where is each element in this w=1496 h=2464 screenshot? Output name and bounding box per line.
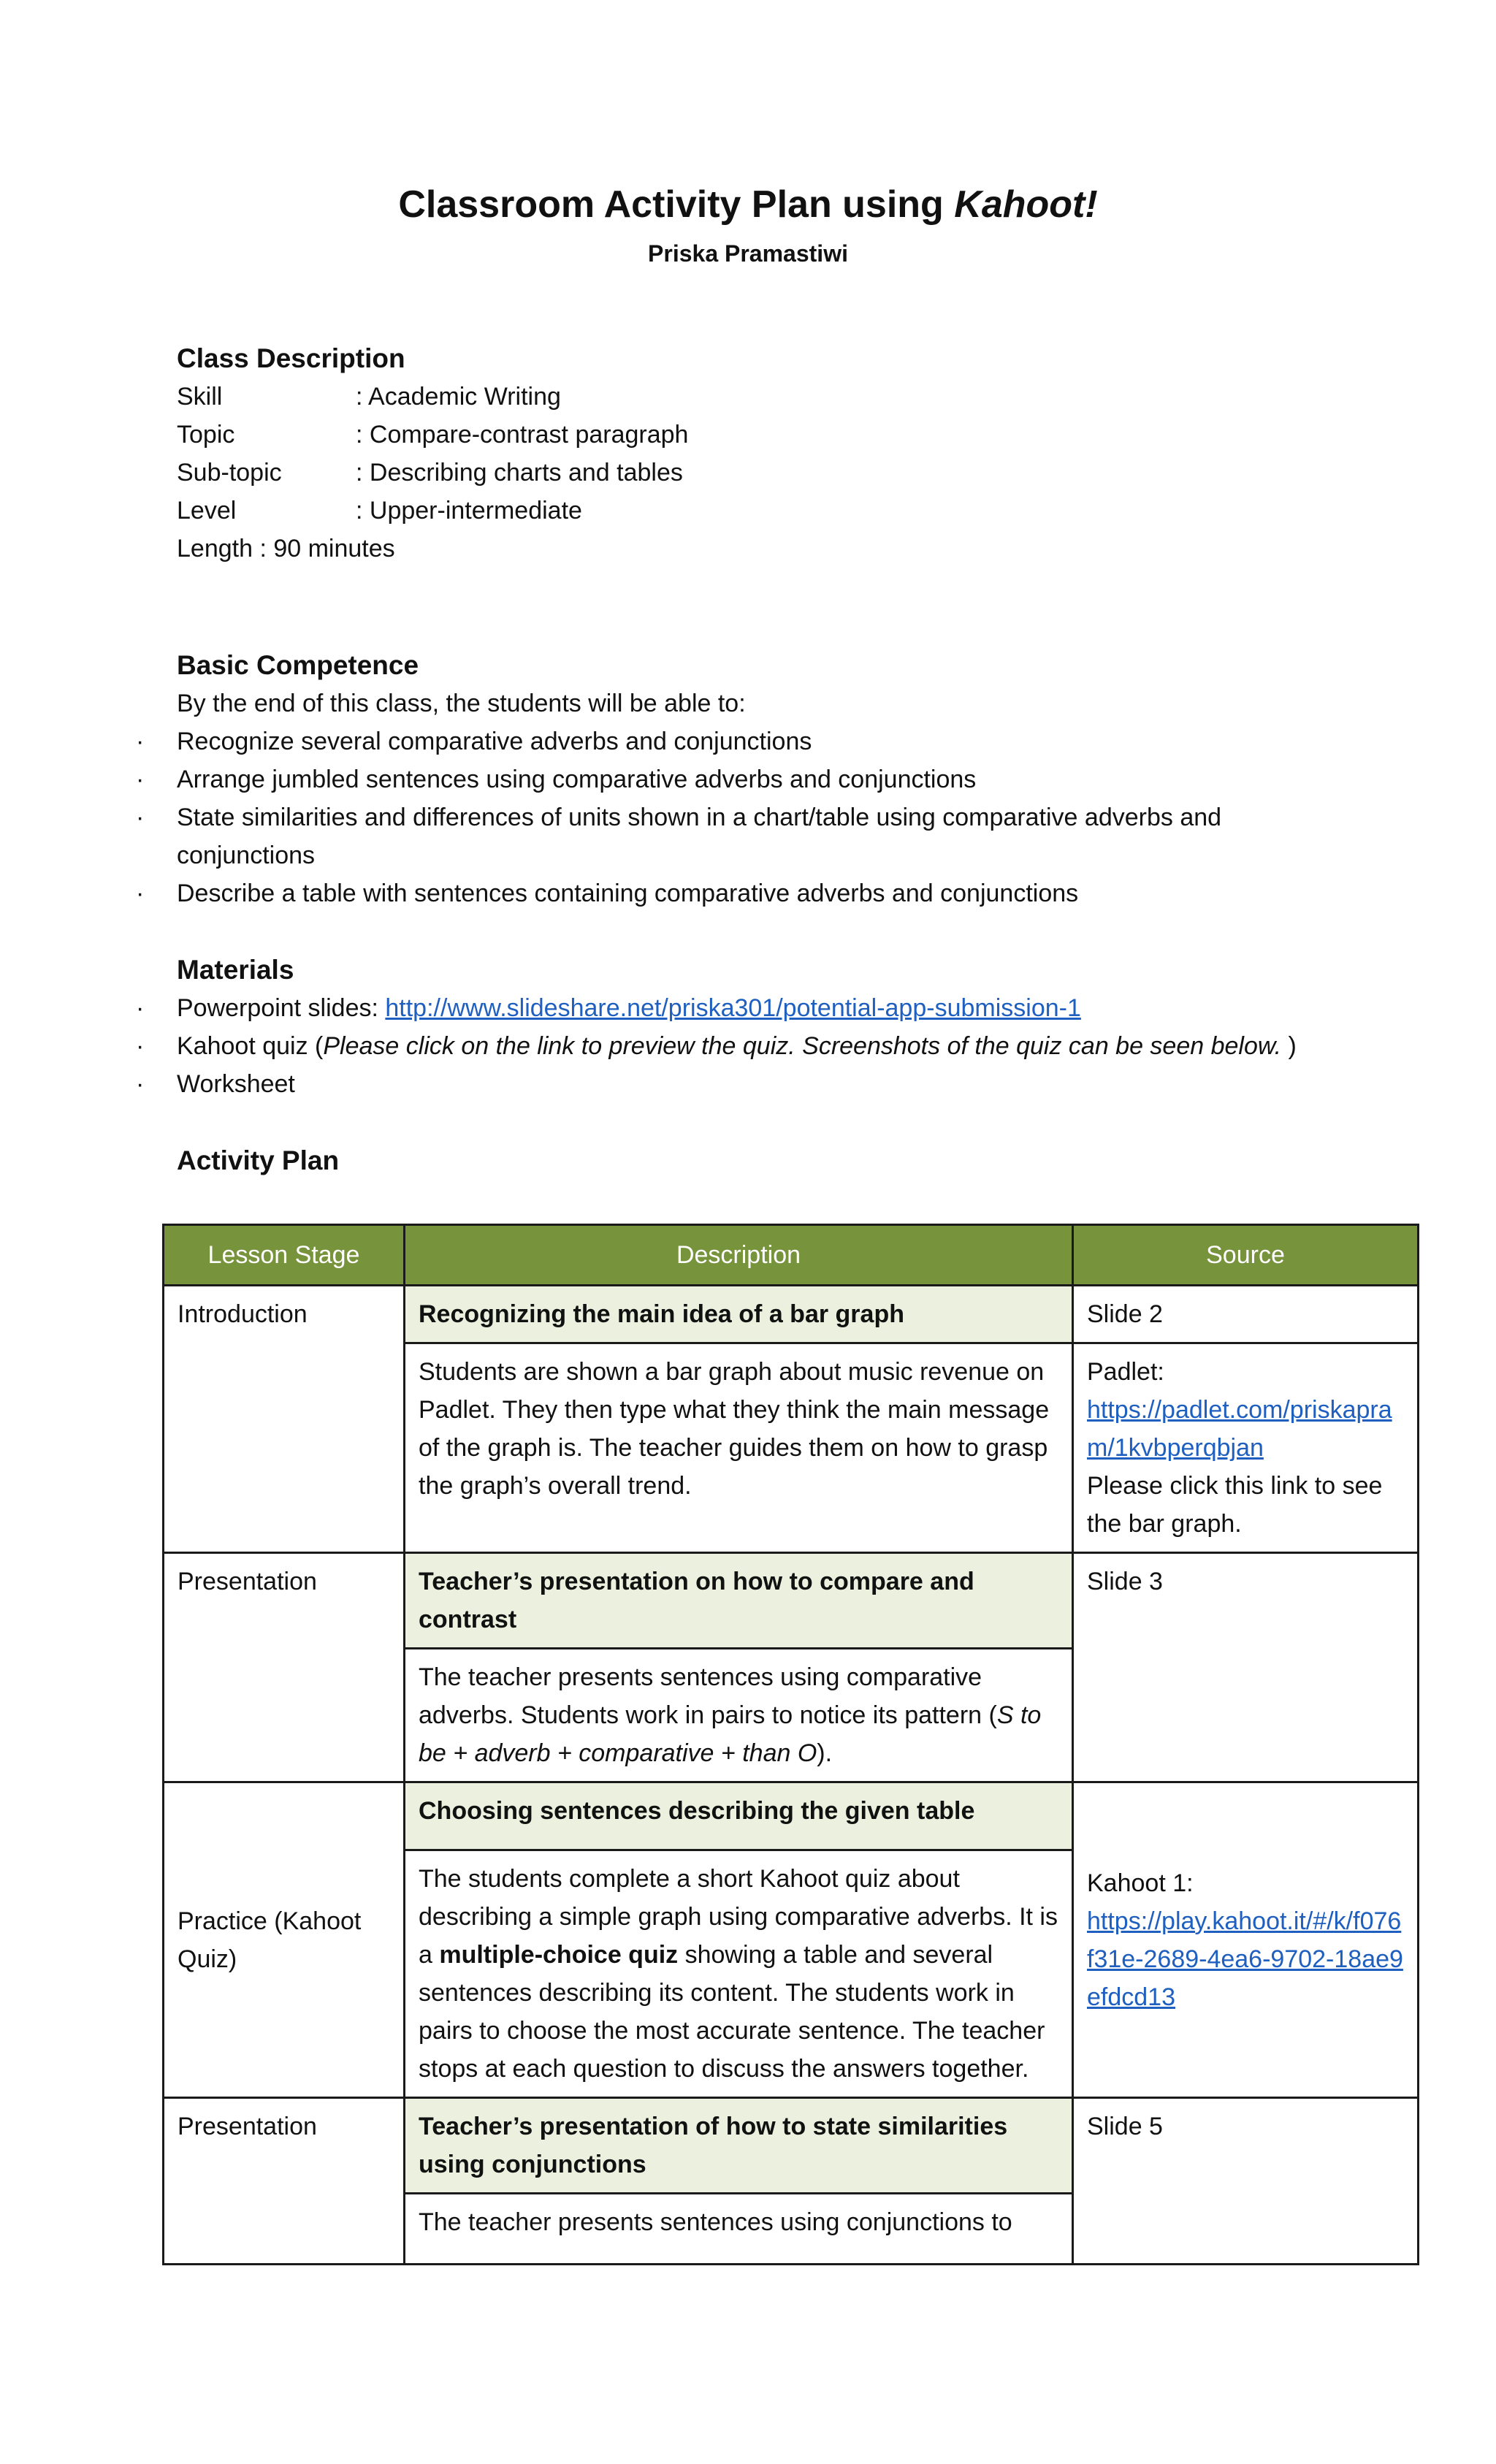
class-field-skill xyxy=(177,378,561,416)
kahoot-link[interactable]: https://play.kahoot.it/#/k/f076f31e-2689-4ea6-9702-18ae9efdcd13 xyxy=(1087,1907,1403,2011)
source-label: Kahoot 1: xyxy=(1087,1869,1194,1897)
column-header-description: Description xyxy=(405,1225,1073,1286)
competence-item: Recognize several comparative adverbs and conjunctions xyxy=(177,728,812,755)
bullet-dot: · xyxy=(136,994,145,1022)
source-cell: Slide 3 xyxy=(1073,1553,1419,1782)
description-text: showing a table and several sentences describing its content. The students work in pairs to choose the most accurate sentence. The teacher stops at each question to discuss the answers together. xyxy=(419,1941,1045,2083)
competence-intro: By the end of this class, the students will be able to: xyxy=(177,690,746,717)
bullet-dot: · xyxy=(136,728,145,755)
stage-cell: Presentation xyxy=(164,2098,405,2265)
materials-slides xyxy=(177,989,1081,1027)
stage-cell: Introduction xyxy=(164,1286,405,1553)
field-label: Level xyxy=(177,497,237,525)
stage-title-cell: Choosing sentences describing the given table xyxy=(405,1782,1073,1850)
materials-worksheet: Worksheet xyxy=(177,1070,295,1098)
slides-label: Powerpoint slides: xyxy=(177,994,386,1022)
document-title xyxy=(0,179,1496,230)
stage-cell: Presentation xyxy=(164,1553,405,1782)
activity-plan-heading: Activity Plan xyxy=(177,1145,340,1175)
field-value: : Compare-contrast paragraph xyxy=(356,421,689,449)
basic-competence-heading: Basic Competence xyxy=(177,650,419,680)
source-label: Padlet: xyxy=(1087,1358,1164,1386)
source-cell: Slide 5 xyxy=(1073,2098,1419,2265)
table-row xyxy=(164,1782,1419,1850)
padlet-link[interactable]: https://padlet.com/priskapram/1kvbperqbjan xyxy=(1087,1396,1392,1462)
class-field-topic xyxy=(177,416,688,454)
kahoot-close: ) xyxy=(1281,1032,1297,1060)
competence-item: Describe a table with sentences containing comparative adverbs and conjunctions xyxy=(177,880,1079,907)
bullet-dot: · xyxy=(136,880,145,907)
slides-link[interactable]: http://www.slideshare.net/priska301/potential-app-submission-1 xyxy=(385,994,1081,1022)
bullet-dot: · xyxy=(136,1070,145,1098)
field-value: : Academic Writing xyxy=(356,383,561,411)
description-text: The students complete a short Kahoot quiz about describing a simple graph using comparative adverbs. It is a xyxy=(419,1865,1058,1969)
description-bold-text: multiple-choice quiz xyxy=(439,1941,679,1969)
field-label: Skill xyxy=(177,383,223,411)
source-cell xyxy=(1073,1782,1419,2098)
stage-cell: Practice (Kahoot Quiz) xyxy=(164,1782,405,2098)
description-text: The teacher presents sentences using comparative adverbs. Students work in pairs to notice its pattern ( xyxy=(419,1663,997,1729)
activity-plan-table xyxy=(162,1224,1419,2265)
table-header-row xyxy=(164,1225,1419,1286)
table-row xyxy=(164,1286,1419,1343)
source-cell xyxy=(1073,1343,1419,1553)
field-label: Topic xyxy=(177,421,235,449)
materials-kahoot xyxy=(177,1027,1297,1065)
stage-title-cell: Recognizing the main idea of a bar graph xyxy=(405,1286,1073,1343)
stage-title-cell: Teacher’s presentation of how to state similarities using conjunctions xyxy=(405,2098,1073,2194)
title-text: Classroom Activity Plan using xyxy=(398,183,955,226)
source-cell: Slide 2 xyxy=(1073,1286,1419,1343)
bullet-dot: · xyxy=(136,766,145,793)
table-row xyxy=(164,1553,1419,1649)
bullet-dot: · xyxy=(136,804,145,831)
stage-title-cell: Teacher’s presentation on how to compare and contrast xyxy=(405,1553,1073,1649)
source-note: Please click this link to see the bar graph. xyxy=(1087,1472,1383,1538)
column-header-lesson-stage: Lesson Stage xyxy=(164,1225,405,1286)
author-name: Priska Pramastiwi xyxy=(648,240,848,267)
competence-item: Arrange jumbled sentences using comparative adverbs and conjunctions xyxy=(177,766,977,793)
kahoot-label: Kahoot quiz ( xyxy=(177,1032,324,1060)
class-description-heading: Class Description xyxy=(177,343,405,373)
description-cell: The teacher presents sentences using conjunctions to xyxy=(405,2194,1073,2265)
field-label: Sub-topic xyxy=(177,459,282,487)
bullet-dot: · xyxy=(136,1032,145,1060)
competence-item: State similarities and differences of units shown in a chart/table using comparative adverbs and xyxy=(177,804,1222,831)
description-end: ). xyxy=(817,1739,833,1767)
class-field-length: Length : 90 minutes xyxy=(177,535,395,562)
field-value: : Describing charts and tables xyxy=(356,459,683,487)
title-italic-text: Kahoot! xyxy=(954,183,1098,226)
kahoot-note: Please click on the link to preview the quiz. Screenshots of the quiz can be seen below. xyxy=(323,1032,1282,1060)
table-row xyxy=(164,2098,1419,2194)
field-value: : Upper-intermediate xyxy=(356,497,582,525)
description-cell: Students are shown a bar graph about music revenue on Padlet. They then type what they think the main message of the graph is. The teacher guides them on how to grasp the graph’s overall trend. xyxy=(405,1343,1073,1553)
class-field-subtopic xyxy=(177,454,683,492)
column-header-source: Source xyxy=(1073,1225,1419,1286)
competence-item-continued: conjunctions xyxy=(177,842,316,869)
class-field-level xyxy=(177,492,582,530)
materials-heading: Materials xyxy=(177,955,294,985)
description-cell xyxy=(405,1649,1073,1782)
description-cell xyxy=(405,1850,1073,2098)
pattern-text: S to be + adverb + comparative + than O xyxy=(419,1701,1042,1767)
